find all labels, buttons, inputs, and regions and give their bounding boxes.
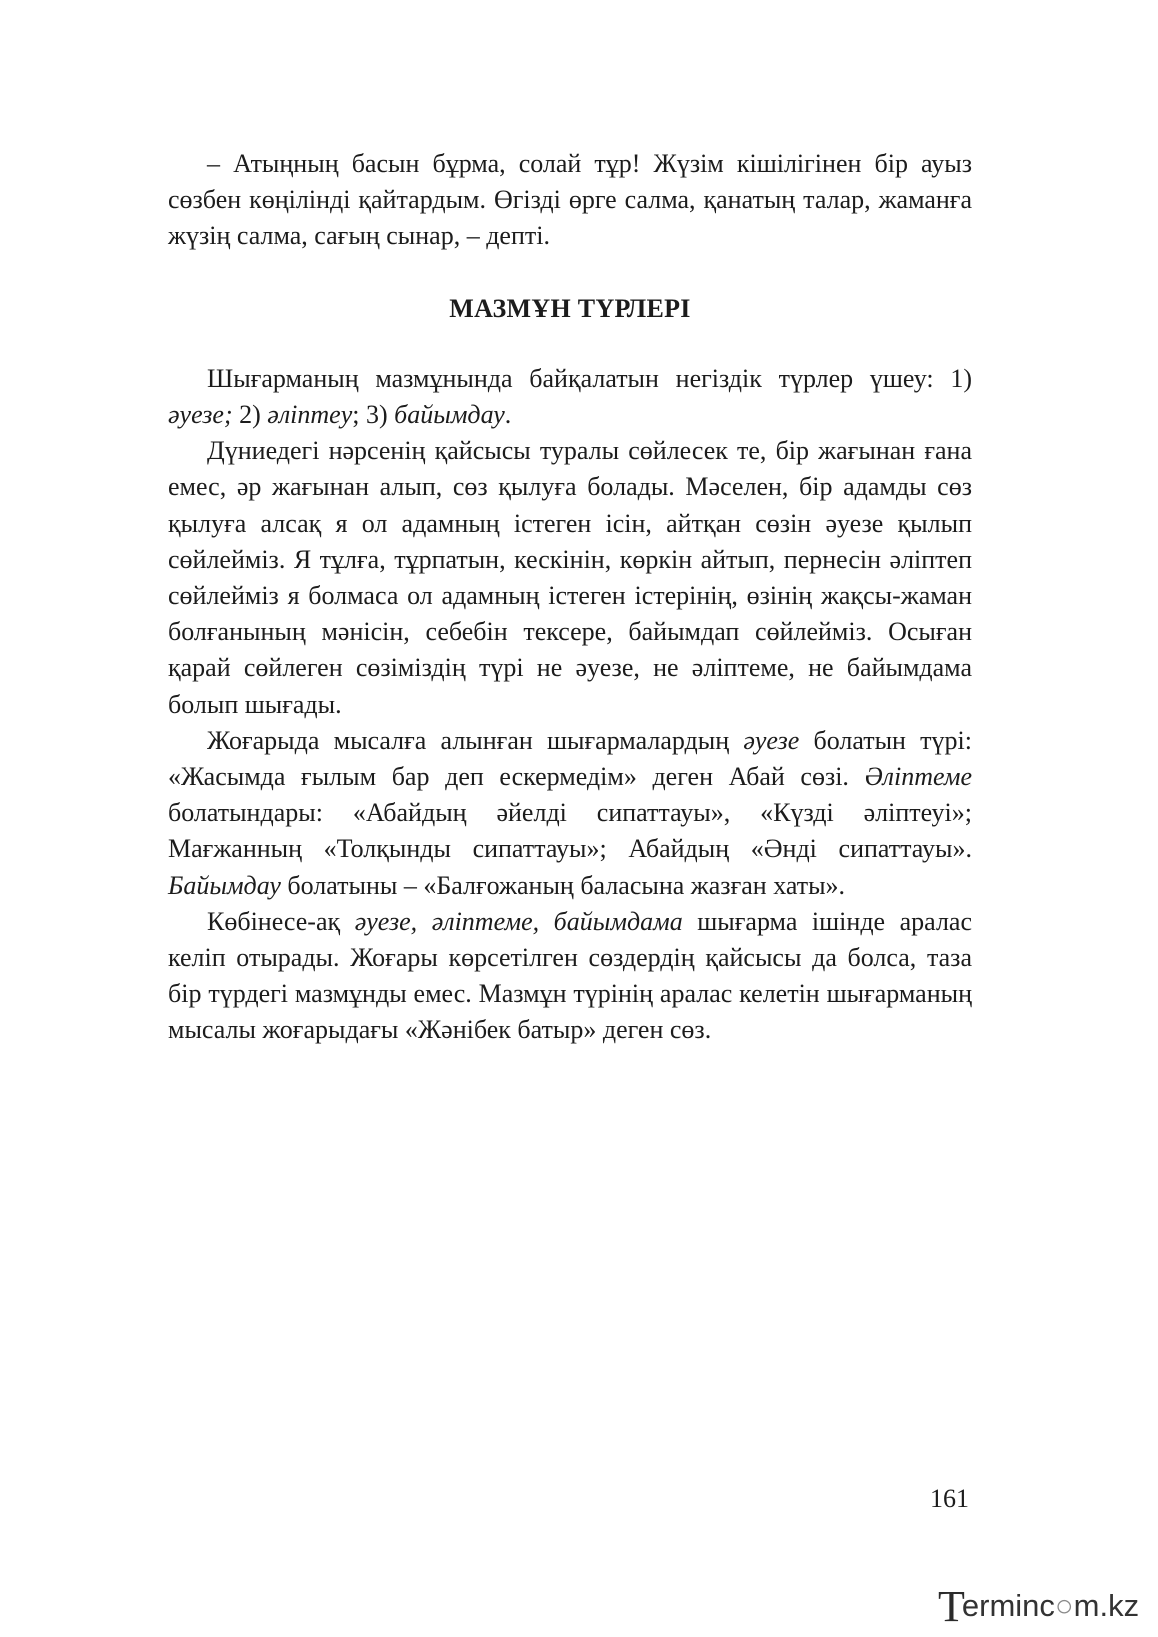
paragraph-3: Жоғарыда мысалға алынған шығармалардың әуезе болатын түрі: «Жасымда ғылым бар деп ескермедім» деген Абай сөзі. Әліптеме болатындары: «Абайдың әйелді сипаттауы», «Күзді әліптеуі»; Мағжанның «Толқынды сипаттауы»; Абайдың «Әнді сипаттауы». Байымдау болатыны – «Балғожаның баласына жазған хаты». xyxy=(168,725,972,900)
watermark-text-1: erminc xyxy=(961,1588,1055,1623)
section-heading: МАЗМҰН ТҮРЛЕРІ xyxy=(449,293,691,323)
paragraph-2: Дүниедегі нәрсенің қайсысы туралы сөйлесек те, бір жағынан ғана емес, әр жағынан алып, сөз қылуға болады. Мәселен, бір адамды сөз қылуға алсақ я ол адамның істеген ісін, айтқан сөзін әуезе қылып сөйлейміз. Я тұлға, тұрпатын, кескінін, көркін айтып, пернесін әліптеп сөйлейміз я болмаса ол адамның істеген істерінің, өзінің жақсы-жаман болғанының мәнісін, себебін тексере, байымдап сөйлейміз. Осыған қарай сөйлеген сөзіміздің түрі не әуезе, не әліптеме, не байымдама болып шығады. xyxy=(168,436,972,719)
intro-paragraph: – Атыңның басын бұрма, солай тұр! Жүзім кішілігінен бір ауыз сөзбен көңілінді қайтардым. Өгізді өрге салма, қанатың талар, жаманға жүзің салма, сағың сынар, – депті. xyxy=(168,149,972,251)
page-body xyxy=(168,146,972,1049)
watermark-o-icon: ○ xyxy=(1054,1588,1074,1623)
watermark-t-letter: T xyxy=(938,1581,965,1631)
watermark-text-2: m.kz xyxy=(1073,1588,1140,1623)
paragraph-4: Көбінесе-ақ әуезе, әліптеме, байымдама шығарма ішінде аралас келіп отырады. Жоғары көрсетілген сөздердің қайсысы да болса, таза бір түрдегі мазмұнды емес. Мазмұн түрінің аралас келетін шығарманың мысалы жоғарыдағы «Жәнібек батыр» деген сөз. xyxy=(168,906,973,1045)
page-number: 161 xyxy=(930,1484,969,1513)
termincom-watermark xyxy=(938,1581,1140,1631)
paragraph-1: Шығарманың мазмұнында байқалатын негіздік түрлер үшеу: 1) әуезе; 2) әліптеу; 3) байымдау. xyxy=(168,363,972,430)
